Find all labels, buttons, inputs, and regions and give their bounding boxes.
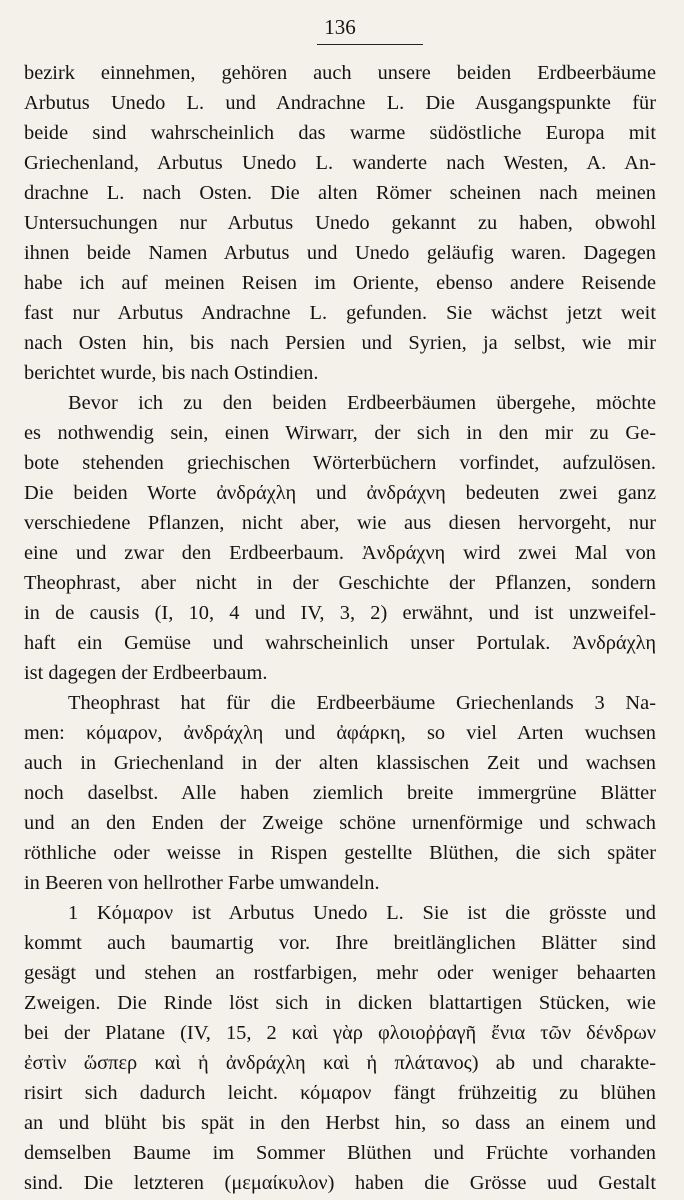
text-line: demselben Baume im Sommer Blüthen und Früchte vorhanden [24,1142,656,1164]
text-line: Zweigen. Die Rinde löst sich in dicken blattartigen Stücken, wie [24,992,656,1014]
text-line: Theophrast hat für die Erdbeerbäume Griechenlands 3 Na- [68,692,656,714]
text-line: ἐστὶν ὥσπερ καὶ ἡ ἀνδράχλη καὶ ἡ πλάτανος) ab und charakte- [24,1052,656,1074]
text-line: nach Osten hin, bis nach Persien und Syrien, ja selbst, wie mir [24,332,656,354]
text-line: Die beiden Worte ἀνδράχλη und ἀνδράχνη bedeuten zwei ganz [24,482,656,504]
text-line: ihnen beide Namen Arbutus und Unedo geläufig waren. Dagegen [24,242,656,264]
text-line: und an den Enden der Zweige schöne urnenförmige und schwach [24,812,656,834]
page-number: 136 [324,15,356,39]
header-rule [317,44,423,45]
text-line: bote stehenden griechischen Wörterbüchern vorfindet, aufzulösen. [24,452,656,474]
text-line: Griechenland, Arbutus Unedo L. wanderte nach Westen, A. An- [24,152,656,174]
text-line: haft ein Gemüse und wahrscheinlich unser Portulak. Ἀνδράχλη [24,632,656,654]
text-line: risirt sich dadurch leicht. κόμαρον fängt frühzeitig zu blühen [24,1082,656,1104]
text-line: in de causis (I, 10, 4 und IV, 3, 2) erwähnt, und ist unzweifel- [24,602,656,624]
text-line: verschiedene Pflanzen, nicht aber, wie aus diesen hervorgeht, nur [24,512,656,534]
text-line: kommt auch baumartig vor. Ihre breitlänglichen Blätter sind [24,932,656,954]
page-header [24,14,656,58]
text-line: Bevor ich zu den beiden Erdbeerbäumen übergehe, möchte [68,392,656,414]
text-line: in Beeren von hellrother Farbe umwandeln. [24,872,380,894]
text-line: sind. Die letzteren (μεμαίκυλον) haben die Grösse uud Gestalt [24,1172,656,1194]
text-line: noch daselbst. Alle haben ziemlich breite immergrüne Blätter [24,782,656,804]
text-line: beide sind wahrscheinlich das warme südöstliche Europa mit [24,122,656,144]
text-line: ist dagegen der Erdbeerbaum. [24,662,268,684]
body-text [24,58,656,1198]
text-line: Theophrast, aber nicht in der Geschichte der Pflanzen, sondern [24,572,656,594]
text-line: an und blüht bis spät in den Herbst hin, so dass an einem und [24,1112,656,1134]
text-line: auch in Griechenland in der alten klassischen Zeit und wachsen [24,752,656,774]
text-line: men: κόμαρον, ἀνδράχλη und ἀφάρκη, so viel Arten wuchsen [24,722,656,744]
text-line: Arbutus Unedo L. und Andrachne L. Die Ausgangspunkte für [24,92,656,114]
text-line: röthliche oder weisse in Rispen gestellte Blüthen, die sich später [24,842,656,864]
text-line: gesägt und stehen an rostfarbigen, mehr oder weniger behaarten [24,962,656,984]
text-line: Untersuchungen nur Arbutus Unedo gekannt zu haben, obwohl [24,212,656,234]
text-line: berichtet wurde, bis nach Ostindien. [24,362,319,384]
text-line: 1 Κόμαρον ist Arbutus Unedo L. Sie ist die grösste und [68,902,656,924]
text-line: bezirk einnehmen, gehören auch unsere beiden Erdbeerbäume [24,62,656,84]
text-line: es nothwendig sein, einen Wirwarr, der sich in den mir zu Ge- [24,422,656,444]
text-line: drachne L. nach Osten. Die alten Römer scheinen nach meinen [24,182,656,204]
text-line: habe ich auf meinen Reisen im Oriente, ebenso andere Reisende [24,272,656,294]
text-line: fast nur Arbutus Andrachne L. gefunden. Sie wächst jetzt weit [24,302,656,324]
text-line: eine und zwar den Erdbeerbaum. Ἀνδράχνη wird zwei Mal von [24,542,656,564]
text-line: bei der Platane (IV, 15, 2 καὶ γὰρ φλοιοῤῥαγῆ ἔνια τῶν δένδρων [24,1022,656,1044]
